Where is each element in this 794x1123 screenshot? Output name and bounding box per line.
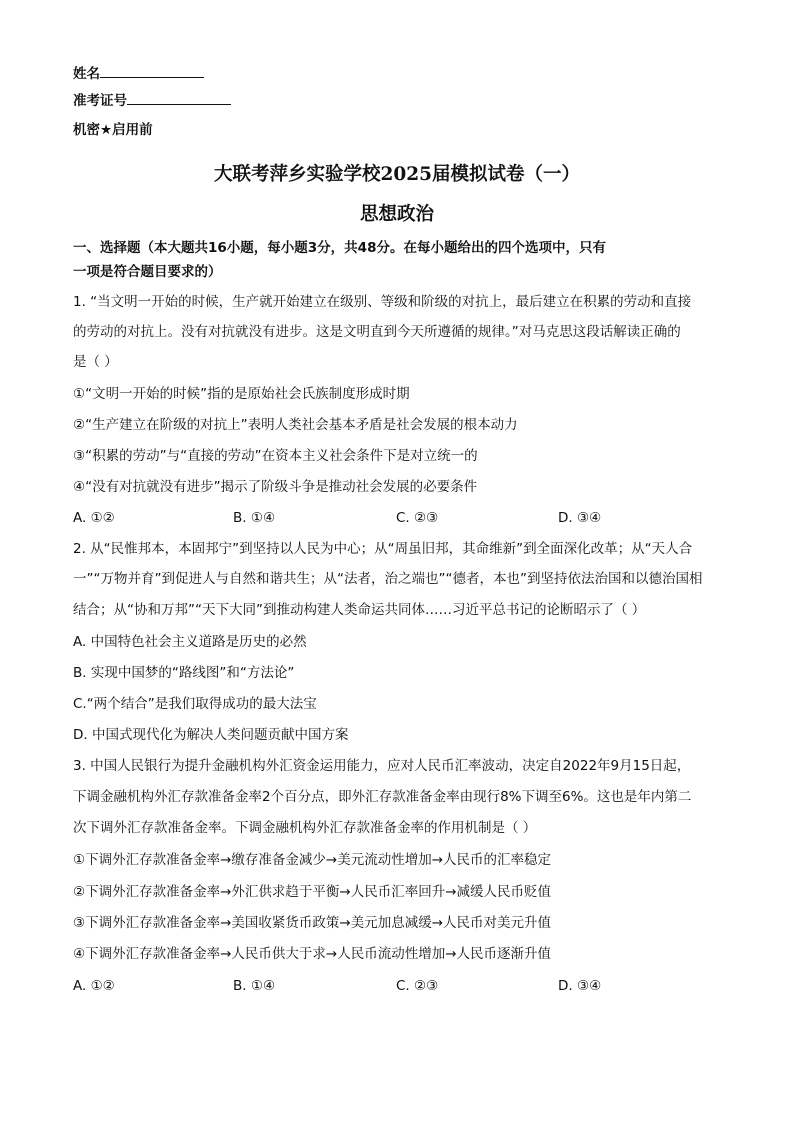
q1-stem-line2: 的劳动的对抗上。没有对抗就没有进步。这是文明直到今天所遵循的规律。”对马克思这段话解读正确的 bbox=[73, 324, 681, 340]
q1-option-a: A. ①② bbox=[73, 510, 115, 526]
q2-option-a: A. 中国特色社会主义道路是历史的必然 bbox=[73, 634, 307, 650]
q1-option-c: C. ②③ bbox=[396, 510, 439, 526]
q2-option-d: D. 中国式现代化为解决人类问题贡献中国方案 bbox=[73, 727, 349, 743]
exam-id-field bbox=[73, 90, 231, 111]
exam-id-blank bbox=[127, 90, 231, 105]
q3-stem-line2: 下调金融机构外汇存款准备金率2个百分点，即外汇存款准备金率由现行8%下调至6%。这也是年内第二 bbox=[73, 789, 692, 805]
q2-stem-line2: 一”“万物并育”到促进人与自然和谐共生；从“法者，治之端也”“德者，本也”到坚持依法治国和以德治国相 bbox=[73, 571, 703, 587]
q1-statement-1: ①“文明一开始的时候”指的是原始社会氏族制度形成时期 bbox=[73, 386, 410, 402]
q1-option-b: B. ①④ bbox=[233, 510, 276, 526]
q3-statement-1: ①下调外汇存款准备金率→缴存准备金减少→美元流动性增加→人民币的汇率稳定 bbox=[73, 852, 552, 868]
q1-option-d: D. ③④ bbox=[558, 510, 602, 526]
q3-option-c: C. ②③ bbox=[396, 978, 439, 994]
q3-statement-3: ③下调外汇存款准备金率→美国收紧货币政策→美元加息减缓→人民币对美元升值 bbox=[73, 915, 552, 931]
exam-id-label: 准考证号 bbox=[73, 93, 127, 109]
q3-option-a: A. ①② bbox=[73, 978, 115, 994]
section-heading-line1: 一、选择题（本大题共16小题，每小题3分，共48分。在每小题给出的四个选项中，只有 bbox=[73, 240, 606, 256]
q2-option-c: C.“两个结合”是我们取得成功的最大法宝 bbox=[73, 696, 317, 712]
q3-statement-4: ④下调外汇存款准备金率→人民币供大于求→人民币流动性增加→人民币逐渐升值 bbox=[73, 946, 552, 962]
q3-option-d: D. ③④ bbox=[558, 978, 602, 994]
confidential-mark: 机密★启用前 bbox=[73, 122, 153, 138]
section-heading-line2: 一项是符合题目要求的） bbox=[73, 264, 222, 280]
name-label: 姓名 bbox=[73, 66, 100, 82]
q3-statement-2: ②下调外汇存款准备金率→外汇供求趋于平衡→人民币汇率回升→减缓人民币贬值 bbox=[73, 884, 552, 900]
q2-stem-line3: 结合；从“协和万邦”“天下大同”到推动构建人类命运共同体……习近平总书记的论断昭示了（ ） bbox=[73, 602, 646, 618]
q1-stem-line3: 是（ ） bbox=[73, 354, 118, 370]
page-title: 大联考萍乡实验学校2025届模拟试卷（一） bbox=[214, 164, 580, 185]
q3-stem-line1: 3. 中国人民银行为提升金融机构外汇资金运用能力，应对人民币汇率波动，决定自2022年9月15日起， bbox=[73, 758, 691, 774]
q1-stem-line1: 1. “当文明一开始的时候，生产就开始建立在级别、等级和阶级的对抗上，最后建立在积累的劳动和直接 bbox=[73, 294, 692, 310]
subject-title: 思想政治 bbox=[359, 204, 434, 225]
q3-stem-line3: 次下调外汇存款准备金率。下调金融机构外汇存款准备金率的作用机制是（ ） bbox=[73, 820, 537, 836]
name-blank bbox=[100, 63, 204, 78]
q1-statement-3: ③“积累的劳动”与“直接的劳动”在资本主义社会条件下是对立统一的 bbox=[73, 448, 478, 464]
q2-option-b: B. 实现中国梦的“路线图”和“方法论” bbox=[73, 665, 295, 681]
q3-option-b: B. ①④ bbox=[233, 978, 276, 994]
q1-statement-4: ④“没有对抗就没有进步”揭示了阶级斗争是推动社会发展的必要条件 bbox=[73, 479, 478, 495]
q2-stem-line1: 2. 从“民惟邦本，本固邦宁”到坚持以人民为中心；从“周虽旧邦，其命维新”到全面深化改革；从“天人合 bbox=[73, 541, 693, 557]
name-field bbox=[73, 63, 204, 84]
q1-statement-2: ②“生产建立在阶级的对抗上”表明人类社会基本矛盾是社会发展的根本动力 bbox=[73, 417, 518, 433]
